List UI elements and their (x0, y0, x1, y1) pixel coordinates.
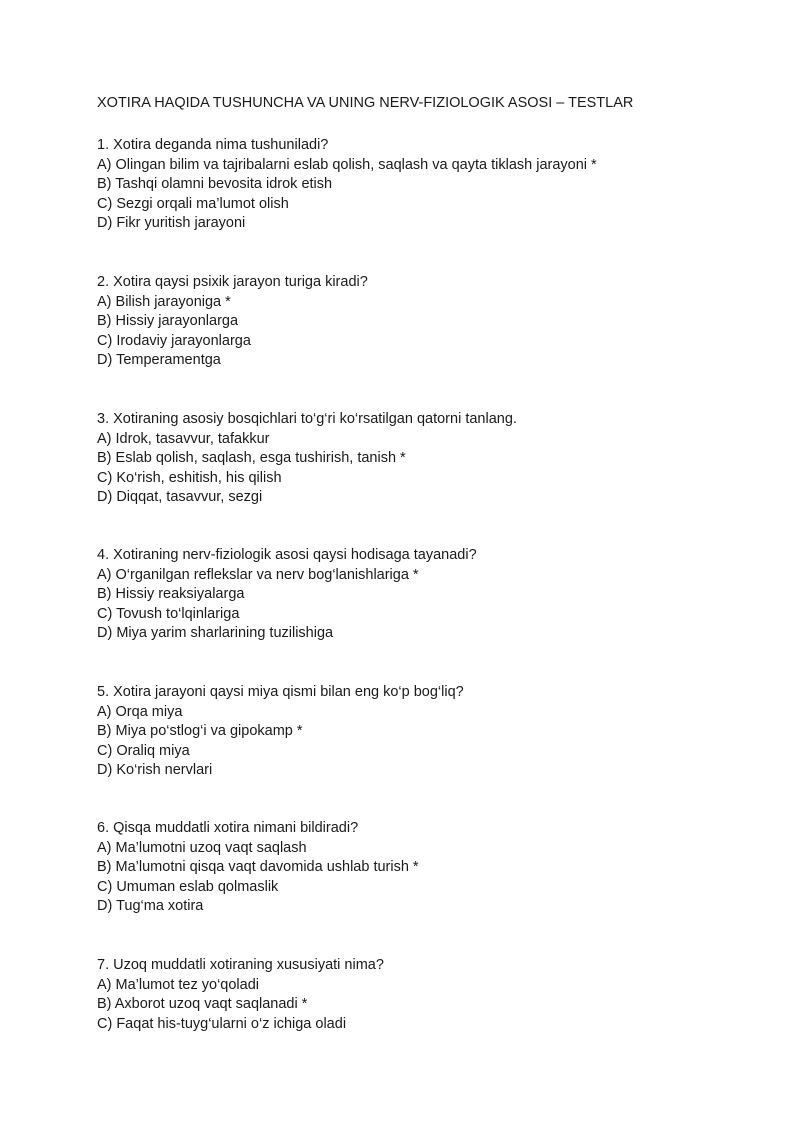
answer-option: A) Bilish jarayoniga * (97, 293, 231, 310)
answer-option: B) Miya po‘stlog‘i va gipokamp * (97, 723, 303, 740)
answer-option: B) Eslab qolish, saqlash, esga tushirish, tanish * (97, 450, 406, 467)
answer-option: D) Ko‘rish nervlari (97, 762, 213, 779)
question-text: 7. Uzoq muddatli xotiraning xususiyati nima? (97, 957, 384, 973)
answer-option: C) Oraliq miya (97, 742, 190, 759)
question-text: 1. Xotira deganda nima tushuniladi? (97, 137, 329, 153)
answer-option: A) O‘rganilgan reflekslar va nerv bog‘lanishlariga * (97, 566, 419, 583)
question-1 (97, 136, 757, 234)
question-4 (97, 546, 757, 644)
question-text: 5. Xotira jarayoni qaysi miya qismi bilan eng ko‘p bog‘liq? (97, 684, 464, 700)
answer-option: B) Axborot uzoq vaqt saqlanadi * (97, 996, 308, 1013)
answer-option: B) Hissiy jarayonlarga (97, 313, 239, 330)
answer-option: C) Tovush to‘lqinlariga (97, 605, 240, 622)
question-5 (97, 683, 757, 781)
question-text: 4. Xotiraning nerv-fiziologik asosi qaysi hodisaga tayanadi? (97, 547, 477, 563)
question-6 (97, 819, 757, 917)
answer-option: D) Temperamentga (97, 352, 221, 369)
document-title: XOTIRA HAQIDA TUSHUNCHA VA UNING NERV-FIZIOLOGIK ASOSI – TESTLAR (97, 95, 634, 111)
answer-option: D) Tug‘ma xotira (97, 898, 204, 915)
question-text: 6. Qisqa muddatli xotira nimani bildiradi? (97, 820, 359, 836)
answer-option: A) Orqa miya (97, 703, 183, 720)
question-7 (97, 956, 757, 1034)
answer-option: C) Sezgi orqali ma’lumot olish (97, 195, 289, 212)
answer-option: B) Tashqi olamni bevosita idrok etish (97, 176, 333, 193)
answer-option: C) Irodaviy jarayonlarga (97, 332, 251, 349)
answer-option: D) Fikr yuritish jarayoni (97, 215, 246, 232)
answer-option: C) Faqat his-tuyg‘ularni o‘z ichiga oladi (97, 1015, 347, 1032)
answer-option: A) Ma’lumotni uzoq vaqt saqlash (97, 839, 307, 856)
answer-option: A) Ma’lumot tez yo‘qoladi (97, 976, 259, 993)
answer-option: B) Ma’lumotni qisqa vaqt davomida ushlab turish * (97, 859, 419, 876)
question-2 (97, 273, 757, 371)
question-text: 3. Xotiraning asosiy bosqichlari to‘g‘ri ko‘rsatilgan qatorni tanlang. (97, 411, 517, 427)
answer-option: D) Miya yarim sharlarining tuzilishiga (97, 625, 334, 642)
answer-option: C) Ko‘rish, eshitish, his qilish (97, 469, 282, 486)
answer-option: D) Diqqat, tasavvur, sezgi (97, 489, 263, 506)
question-3 (97, 410, 757, 508)
answer-option: A) Olingan bilim va tajribalarni eslab qolish, saqlash va qayta tiklash jarayoni * (97, 156, 597, 173)
answer-option: A) Idrok, tasavvur, tafakkur (97, 430, 270, 447)
answer-option: B) Hissiy reaksiyalarga (97, 586, 245, 603)
question-text: 2. Xotira qaysi psixik jarayon turiga kiradi? (97, 274, 368, 290)
answer-option: C) Umuman eslab qolmaslik (97, 878, 279, 895)
